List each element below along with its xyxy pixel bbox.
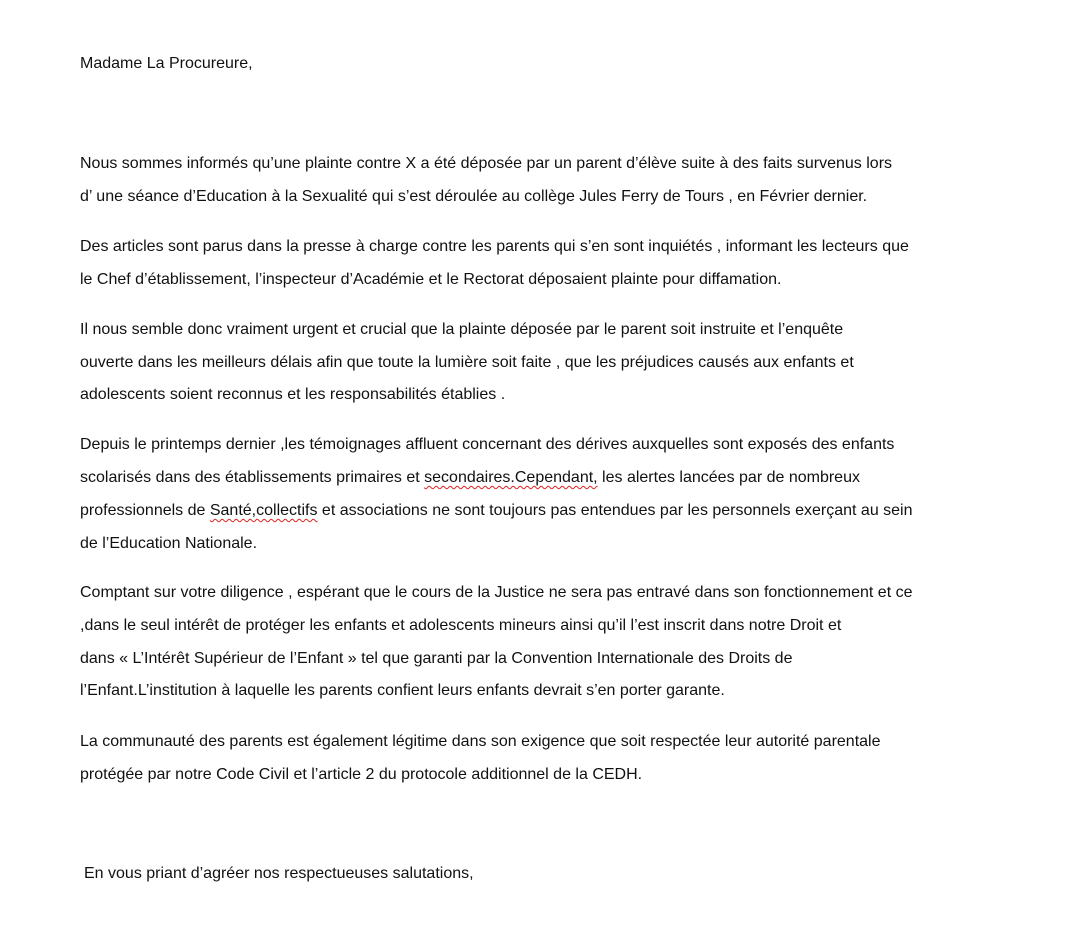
- paragraph-line: protégée par notre Code Civil et l’article 2 du protocole additionnel de la CEDH.: [80, 766, 643, 783]
- line-text: scolarisés dans des établissements primaires et: [80, 469, 425, 486]
- paragraph-line: Nous sommes informés qu’une plainte contre X a été déposée par un parent d’élève suite à des faits survenus lors: [80, 155, 893, 172]
- paragraph-line: adolescents soient reconnus et les responsabilités établies .: [80, 386, 506, 403]
- paragraph-line: Il nous semble donc vraiment urgent et crucial que la plainte déposée par le parent soit instruite et l’enquête: [80, 321, 844, 338]
- paragraph-line: ouverte dans les meilleurs délais afin que toute la lumière soit faite , que les préjudices causés aux enfants et: [80, 354, 854, 371]
- paragraph-line: Des articles sont parus dans la presse à charge contre les parents qui s’en sont inquiétés , informant les lecteurs que: [80, 238, 909, 255]
- paragraph-line: ,dans le seul intérêt de protéger les enfants et adolescents mineurs ainsi qu’il l’est inscrit dans notre Droit et: [80, 617, 842, 634]
- line-text: les alertes lancées par de nombreux: [597, 469, 860, 486]
- paragraph-line: Comptant sur votre diligence , espérant que le cours de la Justice ne sera pas entravé dans son fonctionnement et ce: [80, 584, 913, 601]
- paragraph-line: le Chef d’établissement, l’inspecteur d’Académie et le Rectorat déposaient plainte pour diffamation.: [80, 271, 782, 288]
- spellcheck-flagged-word[interactable]: secondaires.Cependant,: [424, 469, 598, 486]
- greeting: Madame La Procureure,: [80, 55, 253, 72]
- paragraph-line: dans « L’Intérêt Supérieur de l’Enfant » tel que garanti par la Convention Internationale des Droits de: [80, 650, 793, 667]
- closing-salutation: En vous priant d’agréer nos respectueuses salutations,: [84, 865, 474, 882]
- paragraph-line: de l’Education Nationale.: [80, 535, 258, 552]
- paragraph-line: l’Enfant.L’institution à laquelle les parents confient leurs enfants devrait s’en porter garante.: [80, 682, 725, 699]
- paragraph-line: d’ une séance d’Education à la Sexualité qui s’est déroulée au collège Jules Ferry de Tours , en Février dernier.: [80, 188, 868, 205]
- paragraph-line: La communauté des parents est également légitime dans son exigence que soit respectée leur autorité parentale: [80, 733, 881, 750]
- paragraph-line: [80, 500, 913, 522]
- spellcheck-flagged-word[interactable]: Santé,collectifs: [209, 502, 318, 519]
- line-text: et associations ne sont toujours pas entendues par les personnels exerçant au sein: [317, 502, 913, 519]
- paragraph-line: [80, 467, 860, 489]
- line-text: professionnels de: [80, 502, 210, 519]
- paragraph-line: Depuis le printemps dernier ,les témoignages affluent concernant des dérives auxquelles sont exposés des enfants: [80, 436, 895, 453]
